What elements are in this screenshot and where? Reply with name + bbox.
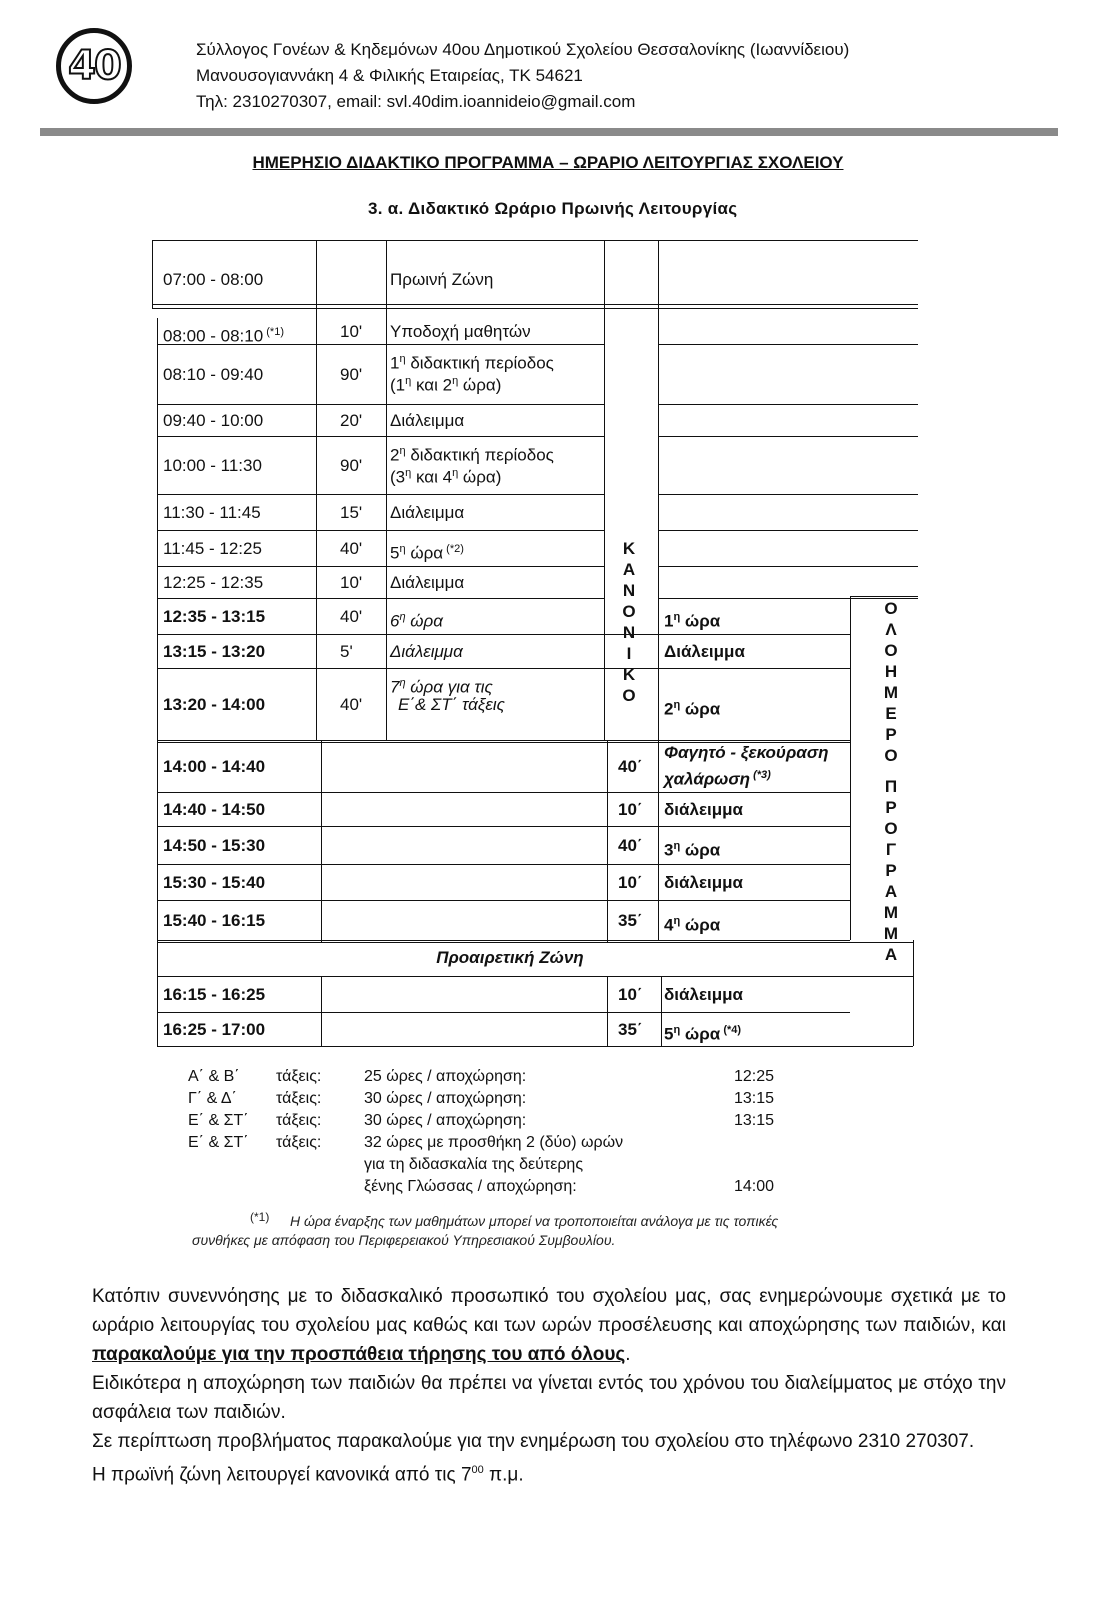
duration-cell-afternoon: 40΄ <box>618 757 643 776</box>
time-cell: 15:30 - 15:40 <box>163 873 266 892</box>
afternoon-description-cell: Φαγητό - ξεκούραση <box>664 743 829 762</box>
notice-p3: Σε περίπτωση προβλήματος παρακαλούμε για την ενημέρωση του σχολείου στο τηλέφωνο 2310 270307. <box>92 1431 975 1452</box>
time-cell: 08:00 - 08:10 $^{(*1)}$ <box>163 326 284 346</box>
table-row-rule <box>157 792 850 793</box>
class-hours: 32 ώρες με προσθήκη 2 (δύο) ωρών <box>364 1134 624 1151</box>
table-row-rule <box>658 344 918 345</box>
table-top-rule <box>152 240 918 241</box>
header-line-3: Τηλ: 2310270307, email: svl.40dim.ioannideio@gmail.com <box>196 92 636 111</box>
time-cell: 13:15 - 13:20 <box>163 642 266 661</box>
class-departure-time: 13:15 <box>734 1090 775 1107</box>
notice-p4: Η πρωϊνή ζώνη λειτουργεί κανονικά από τις $7^{00}$ π.μ. <box>92 1464 524 1486</box>
class-hours: 30 ώρες / αποχώρηση: <box>364 1090 527 1107</box>
footnote-mark: (*1) <box>250 1210 270 1224</box>
class-departure-time: 14:00 <box>734 1178 775 1195</box>
footnote-line-2: συνθήκες με απόφαση του Περιφερειακού Υπηρεσιακού Συμβουλίου. <box>192 1232 616 1248</box>
table-row-rule <box>658 530 918 531</box>
table-col-rule <box>607 740 608 942</box>
header-line-2: Μανουσογιαννάκη 4 & Φιλικής Εταιρείας, ΤΚ 54621 <box>196 66 583 85</box>
afternoon-description-cell: Διάλειμμα <box>664 642 745 661</box>
time-cell: 16:25 - 17:00 <box>163 1020 266 1039</box>
description-cell: Διάλειμμα <box>390 573 465 592</box>
duration-cell-afternoon: 10΄ <box>618 985 643 1004</box>
table-rule <box>157 942 913 943</box>
duration-cell-afternoon: 10΄ <box>618 873 643 892</box>
time-cell: 11:30 - 11:45 <box>163 503 261 522</box>
table-row-rule <box>658 404 918 405</box>
afternoon-description-cell: διάλειμμα <box>664 873 743 892</box>
table-col-rule <box>386 240 387 740</box>
school-logo: 40 <box>56 28 132 104</box>
time-cell: 12:35 - 13:15 <box>163 607 266 626</box>
table-row-rule <box>157 940 850 941</box>
table-col-rule <box>321 976 322 1046</box>
table-rule <box>850 596 918 597</box>
table-row-rule <box>157 566 604 567</box>
description-cell: $6^\eta$ ώρα <box>390 611 443 631</box>
table-left-rule <box>157 318 158 1046</box>
table-row-rule <box>157 976 913 977</box>
description-cell: $2^\eta$ διδακτική περίοδος <box>390 445 554 465</box>
duration-cell: 20' <box>340 411 363 430</box>
table-row-rule <box>157 344 604 345</box>
table-row-rule <box>157 668 850 669</box>
table-row-rule <box>157 1012 850 1013</box>
table-row-rule <box>157 826 850 827</box>
section-label: Προαιρετική Ζώνη <box>436 948 584 967</box>
table-col-rule <box>604 240 605 740</box>
table-row-rule <box>157 530 604 531</box>
description-cell-line2: ($1^\eta$ και $2^\eta$ ώρα) <box>390 375 502 395</box>
class-group: Α΄ & Β΄ <box>188 1068 240 1085</box>
duration-cell-afternoon: 40΄ <box>618 836 643 855</box>
duration-cell-afternoon: 35΄ <box>618 1020 643 1039</box>
afternoon-description-cell: $1^\eta$ ώρα <box>664 611 721 631</box>
afternoon-description-cell: διάλειμμα <box>664 985 743 1004</box>
schedule-subtitle: 3. α. Διδακτικό Ωράριο Πρωινής Λειτουργίας <box>368 199 738 218</box>
notice-emphasis: παρακαλούμε για την προσπάθεια τήρησης του από όλους <box>92 1344 626 1365</box>
duration-cell-afternoon: 10΄ <box>618 800 643 819</box>
class-hours: 25 ώρες / αποχώρηση: <box>364 1068 527 1085</box>
table-bottom-rule <box>157 1046 913 1047</box>
description-cell: Διάλειμμα <box>390 411 465 430</box>
class-hours-line3: ξένης Γλώσσας / αποχώρηση: <box>364 1178 577 1195</box>
duration-cell: 15' <box>340 503 363 522</box>
description-cell: Διάλειμμα <box>390 642 463 661</box>
time-cell: 09:40 - 10:00 <box>163 411 264 430</box>
description-cell: Διάλειμμα <box>390 503 465 522</box>
time-cell: 13:20 - 14:00 <box>163 695 266 714</box>
table-col-rule <box>316 240 317 740</box>
duration-cell-afternoon: 35΄ <box>618 911 643 930</box>
duration-cell: 5' <box>340 642 353 661</box>
kanoniko-vertical-label: Κ Α Ν Ο Ν Ι Κ Ο <box>622 539 636 705</box>
time-cell: 12:25 - 12:35 <box>163 573 264 592</box>
footnote-line-1: Η ώρα έναρξης των μαθημάτων μπορεί να τροποποιείται ανάλογα με τις τοπικές <box>290 1213 779 1229</box>
afternoon-description-cell: $4^\eta$ ώρα <box>664 915 721 935</box>
table-row-rule <box>157 436 604 437</box>
afternoon-description-cell: $2^\eta$ ώρα <box>664 699 721 719</box>
time-cell: 10:00 - 11:30 <box>163 456 262 475</box>
class-word: τάξεις: <box>276 1134 322 1151</box>
time-cell: 08:10 - 09:40 <box>163 365 264 384</box>
table-row-rule <box>157 404 604 405</box>
time-cell: 07:00 - 08:00 <box>163 270 264 289</box>
duration-cell: 40' <box>340 607 363 626</box>
table-rule <box>157 742 850 743</box>
class-word: τάξεις: <box>276 1090 322 1107</box>
duration-cell: 90' <box>340 365 363 384</box>
time-cell: 15:40 - 16:15 <box>163 911 266 930</box>
header-divider <box>40 128 1058 136</box>
oloimero-vertical-label: Ο Λ Ο Η Μ Ε Ρ Ο Π Ρ Ο Γ Ρ Α Μ Μ Α <box>883 599 899 964</box>
table-col-rule <box>321 740 322 942</box>
description-cell: $7^\eta$ ώρα για τις <box>390 677 493 697</box>
table-rule <box>152 304 918 305</box>
time-cell: 14:40 - 14:50 <box>163 800 266 819</box>
table-rule <box>152 308 918 309</box>
class-hours-line2: για τη διδασκαλία της δεύτερης <box>364 1156 584 1173</box>
time-cell: 16:15 - 16:25 <box>163 985 266 1004</box>
table-row-rule <box>157 740 850 741</box>
table-row-rule <box>157 494 604 495</box>
duration-cell: 40' <box>340 539 363 558</box>
duration-cell: 40' <box>340 695 363 714</box>
description-cell: $5^\eta$ ώρα $^{(*2)}$ <box>390 543 464 563</box>
class-hours: 30 ώρες / αποχώρηση: <box>364 1112 527 1129</box>
table-col-rule <box>661 976 662 1046</box>
table-row-rule <box>157 900 850 901</box>
table-row-rule <box>157 634 850 635</box>
description-cell-line2: Ε΄& ΣΤ΄ τάξεις <box>398 695 505 714</box>
table-right-rule <box>913 940 914 1046</box>
table-row-rule <box>658 436 918 437</box>
table-row-rule <box>157 864 850 865</box>
duration-cell: 10' <box>340 573 363 592</box>
class-group: Γ΄ & Δ΄ <box>188 1090 237 1107</box>
table-row-rule <box>658 494 918 495</box>
table-col-rule <box>607 976 608 1046</box>
table-left-rule <box>152 240 153 308</box>
class-departure-time: 12:25 <box>734 1068 775 1085</box>
table-row-rule <box>157 598 604 599</box>
duration-cell: 10' <box>340 322 363 341</box>
description-cell: $1^\eta$ διδακτική περίοδος <box>390 353 554 373</box>
afternoon-description-cell: διάλειμμα <box>664 800 743 819</box>
description-cell: Πρωινή Ζώνη <box>390 270 494 289</box>
class-word: τάξεις: <box>276 1068 322 1085</box>
description-cell-line2: ($3^\eta$ και $4^\eta$ ώρα) <box>390 467 502 487</box>
afternoon-description-cell: $5^\eta$ ώρα $^{(*4)}$ <box>664 1024 742 1044</box>
class-departure-time: 13:15 <box>734 1112 775 1129</box>
table-col-rule <box>658 240 659 940</box>
class-word: τάξεις: <box>276 1112 322 1129</box>
time-cell: 14:50 - 15:30 <box>163 836 266 855</box>
table-row-rule <box>658 566 918 567</box>
afternoon-description-cell: $3^\eta$ ώρα <box>664 840 721 860</box>
page-title: ΗΜΕΡΗΣΙΟ ΔΙΔΑΚΤΙΚΟ ΠΡΟΓΡΑΜΜΑ – ΩΡΑΡΙΟ ΛΕΙΤΟΥΡΓΙΑΣ ΣΧΟΛΕΙΟΥ <box>252 153 844 172</box>
description-cell: Υποδοχή μαθητών <box>390 322 531 341</box>
time-cell: 14:00 - 14:40 <box>163 757 266 776</box>
class-group: Ε΄ & ΣΤ΄ <box>188 1112 249 1129</box>
notice-p2: Ειδικότερα η αποχώρηση των παιδιών θα πρέπει να γίνεται εντός του χρόνου του διαλείμματος με στόχο την ασφάλεια των παιδιών. <box>92 1373 1006 1423</box>
time-cell: 11:45 - 12:25 <box>163 539 262 558</box>
class-group: Ε΄ & ΣΤ΄ <box>188 1134 249 1151</box>
header-line-1: Σύλλογος Γονέων & Κηδεμόνων 40ου Δημοτικού Σχολείου Θεσσαλονίκης (Ιωαννίδειου) <box>196 40 850 59</box>
table-col-rule <box>850 596 851 940</box>
notice-paragraph <box>92 1282 1006 1489</box>
afternoon-description-line2: χαλάρωση $^{(*3)}$ <box>664 769 771 789</box>
notice-p1: Κατόπιν συνεννόησης με το διδασκαλικό προσωπικό του σχολείου μας, σας ενημερώνουμε σχετικά με το ωράριο λειτουργίας του σχολείου μας καθώς και των ωρών προσέλευσης και αποχώρησης των παιδιών, και παρακαλούμε για την προσπάθεια τήρησης του από όλους. <box>92 1286 1006 1365</box>
duration-cell: 90' <box>340 456 363 475</box>
